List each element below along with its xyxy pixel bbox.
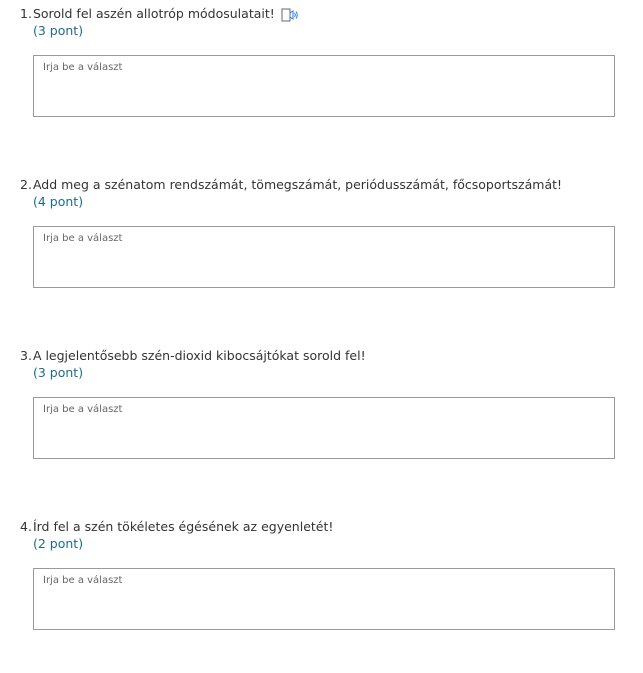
question-number: 1. (20, 6, 32, 21)
question-2-header (20, 177, 562, 193)
answer-field-3[interactable] (33, 397, 615, 459)
question-number: 4. (20, 519, 32, 534)
question-3-header (20, 348, 366, 364)
answer-field-4[interactable] (33, 568, 615, 630)
question-points: (3 pont) (33, 23, 84, 38)
question-text: A legjelentősebb szén-dioxid kibocsájtókat sorold fel! (32, 348, 366, 363)
question-text: Add meg a szénatom rendszámát, tömegszámát, periódusszámát, főcsoportszámát! (32, 177, 563, 192)
question-points: (3 pont) (33, 365, 84, 380)
speaker-icon-graphic (281, 7, 299, 23)
answer-field-2[interactable] (33, 226, 615, 288)
question-4-header (20, 519, 333, 535)
answer-input-2[interactable] (34, 227, 614, 249)
answer-input-1[interactable] (34, 56, 614, 78)
answer-input-4[interactable] (34, 569, 614, 591)
question-number: 2. (20, 177, 32, 192)
answer-field-1[interactable] (33, 55, 615, 117)
question-points: (4 pont) (33, 194, 84, 209)
question-text: Írd fel a szén tökéletes égésének az egyenletét! (32, 519, 334, 534)
question-number: 3. (20, 348, 32, 363)
question-1-header (20, 6, 299, 22)
answer-input-3[interactable] (34, 398, 614, 420)
question-text: Sorold fel aszén allotróp módosulatait! (32, 6, 275, 21)
immersive-reader-speaker-icon[interactable] (281, 7, 299, 23)
question-points: (2 pont) (33, 536, 84, 551)
